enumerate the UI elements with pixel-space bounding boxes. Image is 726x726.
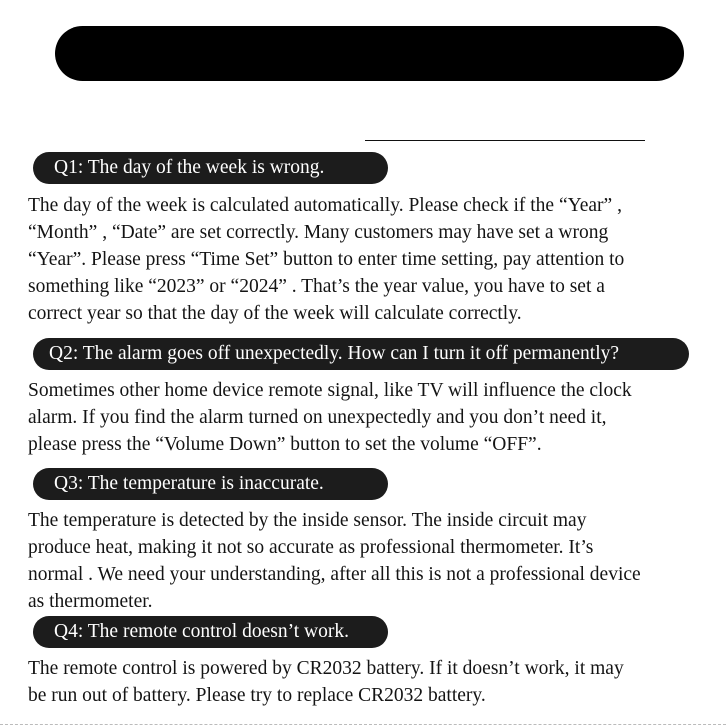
answer-3 [28, 507, 702, 615]
answer-1-line: “Year”. Please press “Time Set” button to enter time setting, pay attention to [28, 249, 625, 270]
answer-2-line: please press the “Volume Down” button to set the volume “OFF”. [28, 434, 542, 455]
title-banner [55, 26, 684, 81]
answer-4 [28, 655, 702, 709]
answer-1-line: correct year so that the day of the week will calculate correctly. [28, 303, 522, 324]
answer-3-line: normal . We need your understanding, after all this is not a professional device [28, 564, 641, 585]
question-2: Q2: The alarm goes off unexpectedly. How can I turn it off permanently? [33, 338, 689, 370]
answer-4-line: be run out of battery. Please try to replace CR2032 battery. [28, 685, 486, 706]
answer-3-line: The temperature is detected by the inside sensor. The inside circuit may [28, 510, 587, 531]
answer-2-line: alarm. If you find the alarm turned on unexpectedly and you don’t need it, [28, 407, 607, 428]
answer-3-line: produce heat, making it not so accurate as professional thermometer. It’s [28, 537, 594, 558]
answer-1 [28, 192, 702, 327]
question-1: Q1: The day of the week is wrong. [33, 152, 388, 184]
answer-1-line: The day of the week is calculated automatically. Please check if the “Year” , [28, 195, 622, 216]
bottom-dashed-border [0, 724, 726, 725]
answer-4-line: The remote control is powered by CR2032 battery. If it doesn’t work, it may [28, 658, 624, 679]
divider-line [365, 140, 645, 141]
answer-2-line: Sometimes other home device remote signal, like TV will influence the clock [28, 380, 632, 401]
answer-2 [28, 377, 702, 458]
question-4: Q4: The remote control doesn’t work. [33, 616, 388, 648]
answer-3-line: as thermometer. [28, 591, 153, 612]
question-3: Q3: The temperature is inaccurate. [33, 468, 388, 500]
answer-1-line: something like “2023” or “2024” . That’s the year value, you have to set a [28, 276, 605, 297]
answer-1-line: “Month” , “Date” are set correctly. Many customers may have set a wrong [28, 222, 609, 243]
